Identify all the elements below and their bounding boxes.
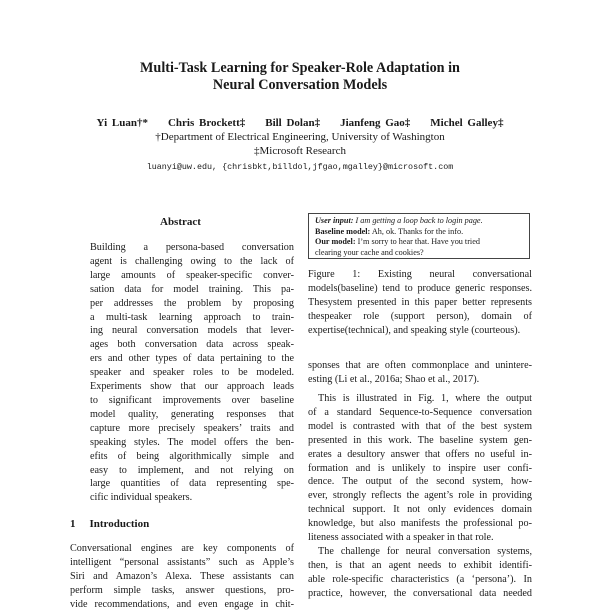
figure-1-box [308,213,530,259]
author-list [0,116,600,130]
text-line: capture more precisely speakers’ traits and [90,422,294,434]
author-name: Bill Dolan‡ [265,117,321,129]
text-line: large amounts of speaker-specific conver- [90,269,294,281]
text-line: model is contrasted with that of the best system [308,420,532,432]
author-name: Yi Luan†* [96,117,148,129]
text-line: speaker role (support person), domain of expertise [308,310,532,336]
abstract-heading: Abstract [160,216,201,228]
text-line: sponses that are often commonplace and unintere- [308,360,532,371]
text-line: technical support. It not only evidences domain [308,504,532,516]
text-line: Building a persona-based conversation [90,242,294,253]
text-line: efits of being algorithmically simple and [90,450,294,462]
text-line: practice, however, the conversational data needed [308,587,532,599]
text-line: per addresses the problem by proposing [90,297,294,309]
text-line: large quantities of data representing spe- [90,478,294,490]
affiliation-1: †Department of Electrical Engineering, University of Washington [155,131,445,143]
text-line: liteness associated with a speaker in that role. [308,532,494,544]
right-column-para-1 [308,359,532,387]
text-line: erates a desultory answer that offers no useful in- [308,448,532,460]
text-line: formation and is unlikely to inspire user confi- [308,462,532,474]
affiliation-2: ‡Microsoft Research [254,145,346,157]
figure-1-caption [308,268,532,338]
author-name: Chris Brockett‡ [167,117,246,129]
right-column-para-2 [308,392,532,545]
abstract-body [90,241,294,505]
figure-baseline-output: Baseline model: Ah, ok. Thanks for the info. [315,226,464,236]
text-line: esting (Li et al., 2016a; Shao et al., 2017). [308,373,480,385]
author-name: Jianfeng Gao‡ [340,117,411,129]
right-column-para-3 [308,545,532,601]
text-line: model quality, generating responses that [90,408,294,420]
text-line: knowledge, but also manifests the professional po- [308,518,532,530]
text-line: a multi-task learning approach to train- [90,311,294,323]
paper-title [0,60,600,94]
text-line: (baseline) tend to produce generic responses. The [308,282,532,308]
author-name: Michel Galley‡ [430,117,504,129]
text-line: ing neural conversation models that lever- [90,325,294,337]
text-line: agent is challenging owing to the lack of [90,255,294,267]
text-line: of a standard Sequence-to-Sequence conversation [308,406,532,418]
title-line-2: Neural Conversation Models [212,77,388,93]
text-line: ever, strongly reflects the agent’s role in providing [308,490,532,502]
text-line: speaker and speaker roles to be modeled. [90,367,294,379]
text-line: This is illustrated in Fig. 1, where the output [318,393,532,404]
text-line: able role-specific characteristics (a ‘persona’). In [308,573,532,585]
text-line: Conversational engines are key components of [70,543,294,554]
text-line: then, is that an agent needs to exhibit identifi- [308,559,532,571]
text-line: cific individual speakers. [90,492,193,504]
text-line: speaking styles. The model offers the ben- [90,436,294,448]
figure-user-input: User input: I am getting a loop back to login page. [315,216,483,225]
text-line: system presented in this paper better represents the [308,296,532,322]
text-line: ages both conversation data across speak- [90,339,294,351]
text-line: The challenge for neural conversation systems, [318,546,532,557]
title-line-1: Multi-Task Learning for Speaker-Role Adaptation in [140,60,460,76]
text-line: easy to implement, and not relying on [90,464,294,476]
text-line: presented in this work. The baseline system gen- [308,434,532,446]
text-line: Figure 1: Existing neural conversational models [308,269,532,294]
text-line: dence. The output of the second system, how- [308,476,532,488]
text-line: vide recommendations, and even engage in chit- [70,598,294,610]
author-emails: luanyi@uw.edu, {chrisbkt,billdol,jfgao,mgalley}@microsoft.com [146,162,454,172]
text-line: (technical), and speaking style (courteous). [344,324,521,336]
section-heading-introduction [70,518,149,530]
text-line: to significant improvements over baseline [90,394,294,406]
section-number: 1 [70,518,76,530]
text-line: intelligent “personal assistants” such as Apple’s [70,556,294,568]
figure-our-output-cont: clearing your cache and cookies? [315,247,424,257]
text-line: sation data for model training. This pa- [90,283,294,295]
section-title: Introduction [89,518,150,530]
figure-our-output: Our model: I’m sorry to hear that. Have you tried [315,237,480,247]
text-line: ers and other types of data pertaining to the [90,353,294,365]
text-line: perform simple tasks, answer questions, pro- [70,584,294,596]
text-line: Experiments show that our approach leads [90,381,294,393]
introduction-body [70,542,294,612]
text-line: Siri and Amazon’s Alexa. These assistants can [70,570,294,582]
